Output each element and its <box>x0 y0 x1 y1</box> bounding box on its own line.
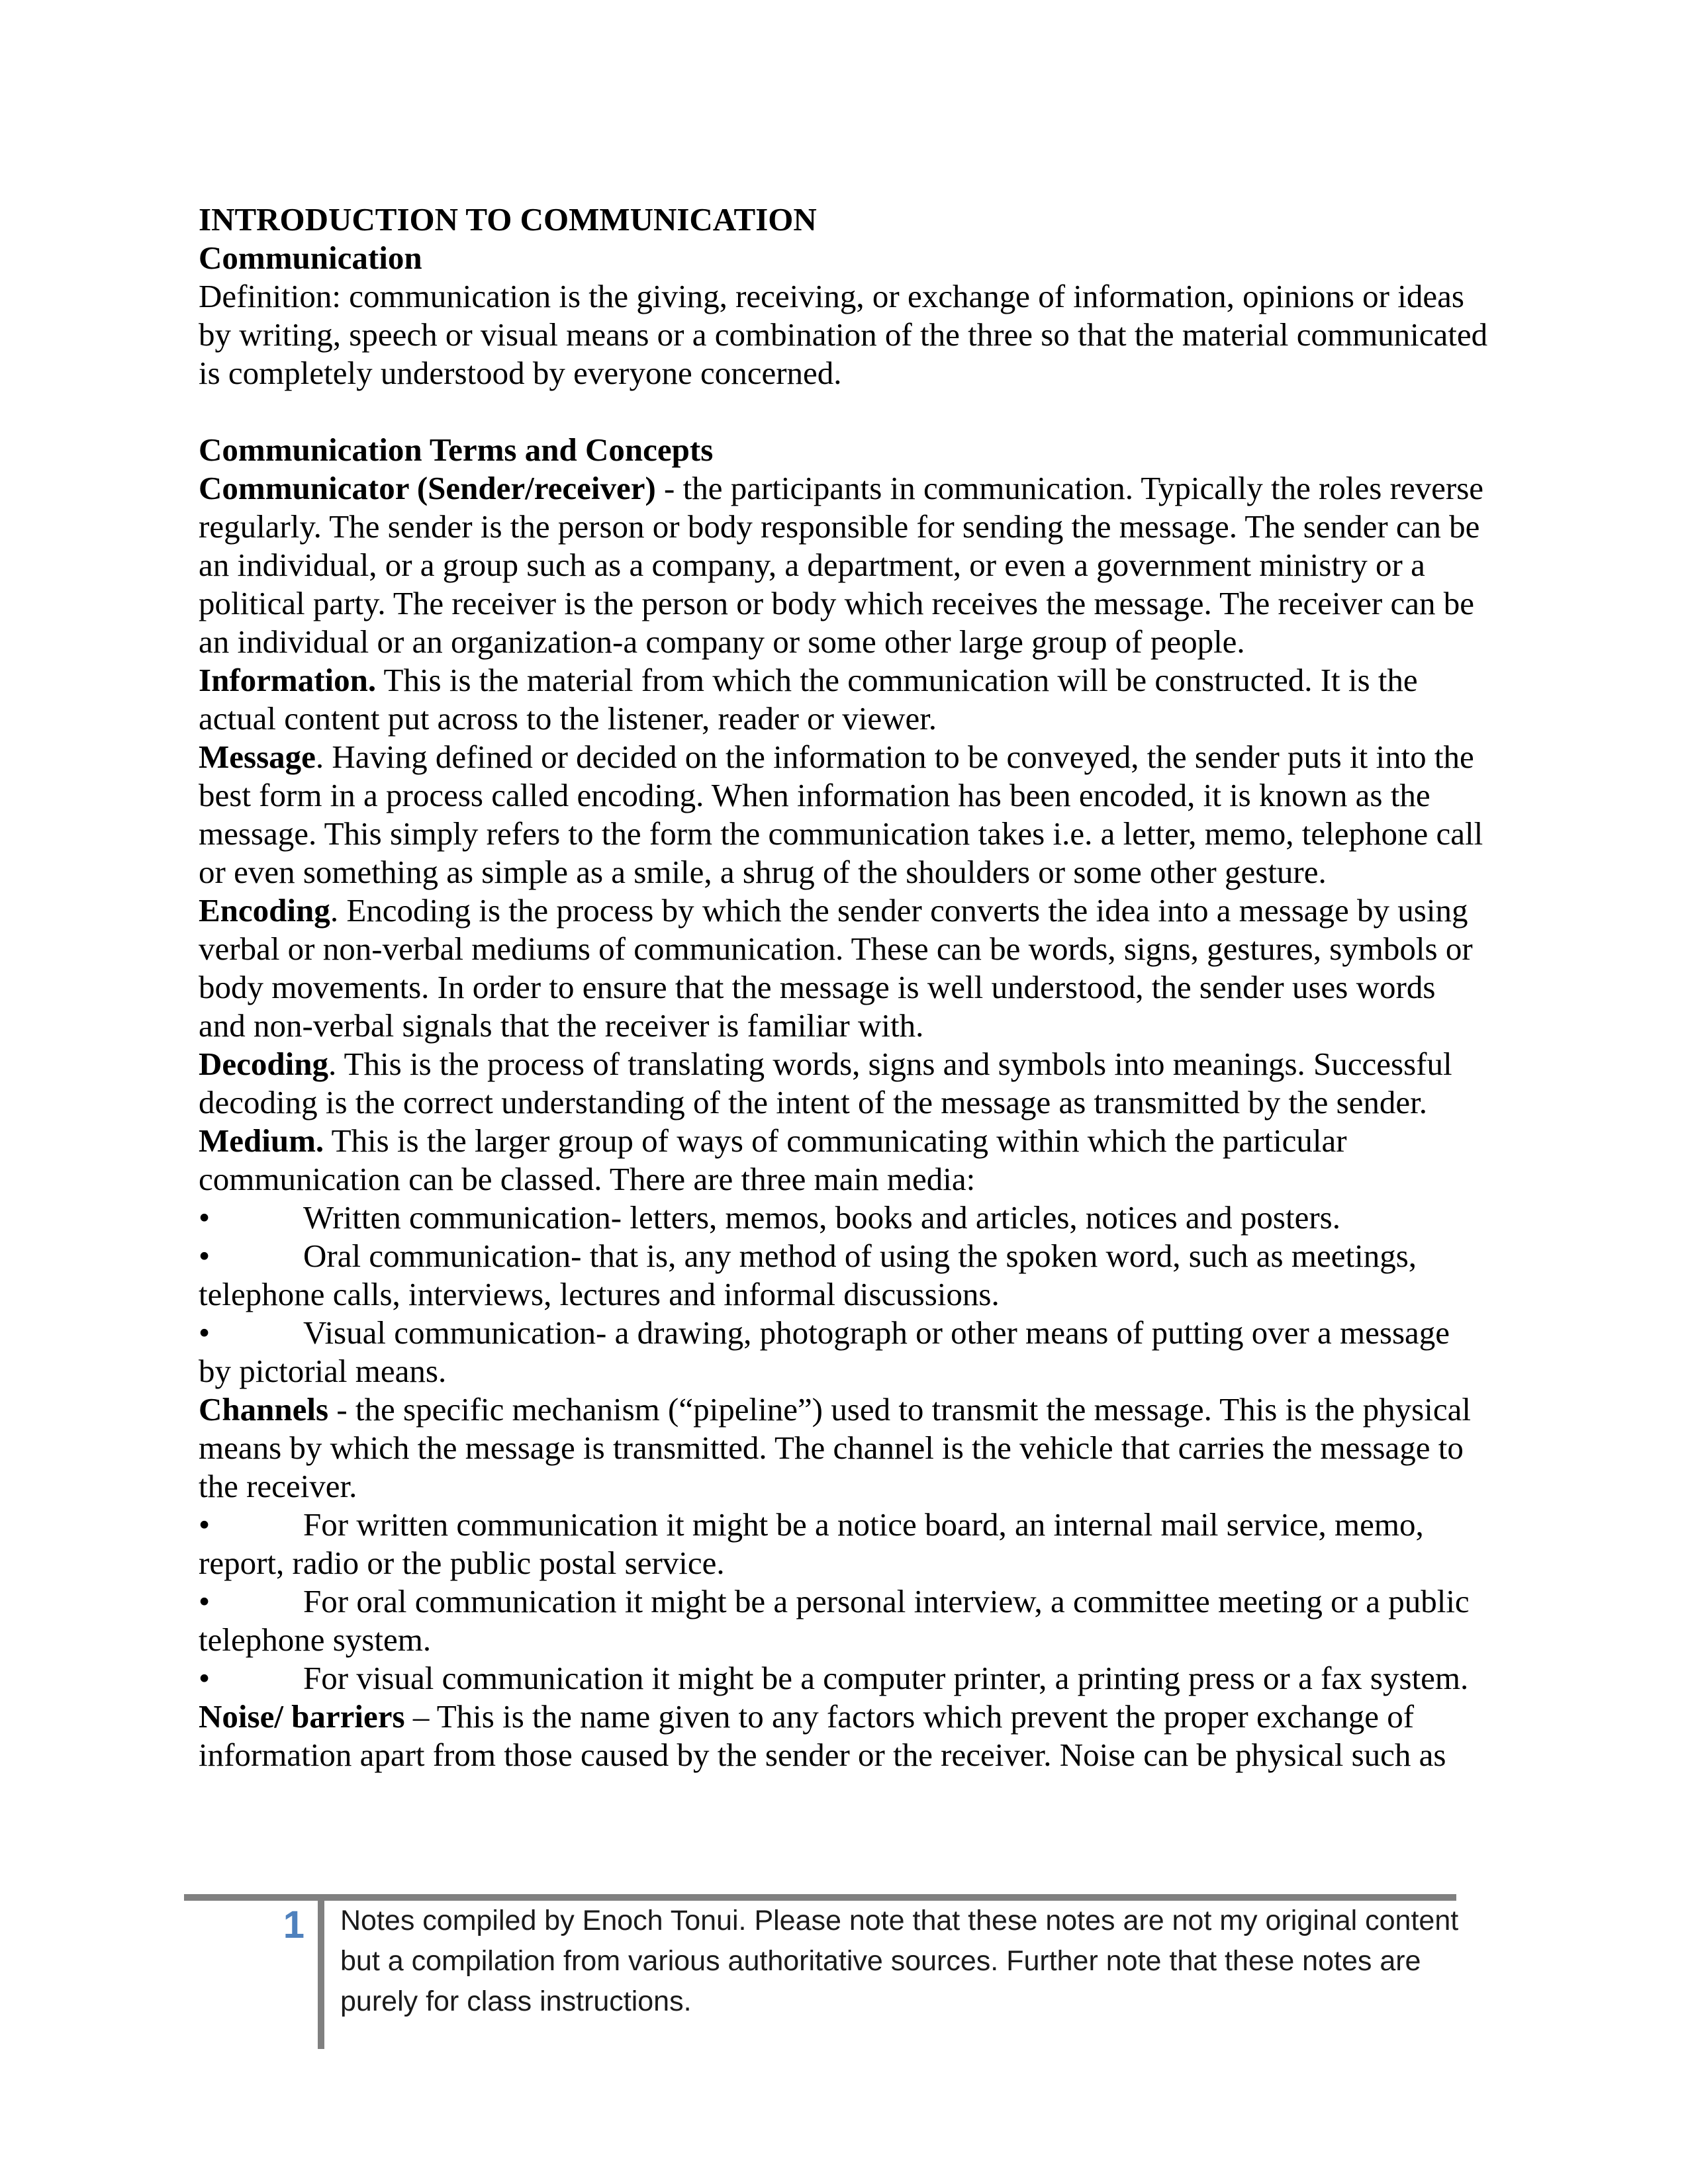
term-decoding-text: This is the process of translating words, signs and symbols into meanings. Successful decoding is the correct understanding of the intent of the message as transmitted by the sender. <box>199 1046 1452 1120</box>
term-information <box>199 661 1489 738</box>
term-encoding-text: Encoding is the process by which the sender converts the idea into a message by using verbal or non-verbal mediums of communication. These can be words, signs, gestures, symbols or body movements. In order to ensure that the message is well understood, the sender uses words and non-verbal signals that the receiver is familiar with. <box>199 892 1473 1044</box>
term-message-lead: Message <box>199 739 316 775</box>
term-message-sep: . <box>315 739 332 775</box>
bullet-icon: • <box>199 1238 211 1274</box>
doc-title-text: INTRODUCTION TO COMMUNICATION <box>199 201 817 238</box>
term-medium-text: This is the larger group of ways of communicating within which the particular communication can be classed. There are three main media: <box>199 1122 1347 1197</box>
term-communicator-lead: Communicator (Sender/receiver) <box>199 470 656 506</box>
channel-bullet-visual <box>199 1659 1489 1698</box>
term-encoding-lead: Encoding <box>199 892 330 929</box>
term-information-text: This is the material from which the communication will be constructed. It is the actual content put across to the listener, reader or viewer. <box>199 662 1418 737</box>
term-noise-lead: Noise/ barriers <box>199 1698 405 1735</box>
term-decoding <box>199 1045 1489 1122</box>
intro-paragraph <box>199 277 1489 392</box>
bullet-icon: • <box>199 1314 211 1351</box>
term-medium-sep <box>324 1122 331 1159</box>
term-noise-text: This is the name given to any factors which prevent the proper exchange of information apart from those caused by the sender or the receiver. Noise can be physical such as <box>199 1698 1446 1773</box>
term-message-text: Having defined or decided on the information to be conveyed, the sender puts it into the best form in a process called encoding. When information has been encoded, it is known as the message. This simply refers to the form the communication takes i.e. a letter, memo, telephone call or even something as simple as a smile, a shrug of the shoulders or some other gesture. <box>199 739 1483 890</box>
intro-paragraph-text: Definition: communication is the giving, receiving, or exchange of information, opinions or ideas by writing, speech or visual means or a combination of the three so that the material communicated is completely understood by everyone concerned. <box>199 278 1488 391</box>
term-encoding <box>199 891 1489 1045</box>
doc-title <box>199 201 1489 239</box>
term-channels-lead: Channels <box>199 1391 329 1428</box>
blank-line <box>199 392 1489 431</box>
term-channels <box>199 1390 1489 1506</box>
term-message <box>199 738 1489 891</box>
terms-heading-text: Communication Terms and Concepts <box>199 432 714 468</box>
media-bullet-visual <box>199 1314 1489 1390</box>
bullet-icon: • <box>199 1199 211 1236</box>
media-bullet-visual-text: Visual communication- a drawing, photograph or other means of putting over a message by pictorial means. <box>199 1314 1450 1389</box>
term-channels-sep: - <box>328 1391 355 1428</box>
term-medium-lead: Medium. <box>199 1122 324 1159</box>
term-channels-text: the specific mechanism (“pipeline”) used to transmit the message. This is the physical means by which the message is transmitted. The channel is the vehicle that carries the message to the receiver. <box>199 1391 1471 1504</box>
term-information-lead: Information. <box>199 662 377 698</box>
media-bullet-oral-text: Oral communication- that is, any method of using the spoken word, such as meetings, telephone calls, interviews, lectures and informal discussions. <box>199 1238 1417 1312</box>
term-decoding-sep: . <box>328 1046 344 1082</box>
media-bullet-written <box>199 1199 1489 1237</box>
channel-bullet-written-text: For written communication it might be a notice board, an internal mail service, memo, report, radio or the public postal service. <box>199 1506 1424 1581</box>
term-encoding-sep: . <box>330 892 347 929</box>
bullet-icon: • <box>199 1583 211 1619</box>
term-communicator <box>199 469 1489 661</box>
term-noise-sep: – <box>404 1698 437 1735</box>
channel-bullet-oral-text: For oral communication it might be a personal interview, a committee meeting or a public telephone system. <box>199 1583 1470 1658</box>
bullet-icon: • <box>199 1660 211 1696</box>
page-number: 1 <box>283 1903 305 1946</box>
term-decoding-lead: Decoding <box>199 1046 328 1082</box>
intro-heading <box>199 239 1489 277</box>
footer-note: Notes compiled by Enoch Tonui. Please note that these notes are not my original content but a compilation from various authoritative sources. Further note that these notes are purely for class instructions. <box>340 1905 1459 2017</box>
footer-vertical-divider <box>318 1901 324 2049</box>
term-communicator-text: the participants in communication. Typically the roles reverse regularly. The sender is the person or body responsible for sending the message. The sender can be an individual, or a group such as a company, a department, or even a government ministry or a political party. The receiver is the person or body which receives the message. The receiver can be an individual or an organization-a company or some other large group of people. <box>199 470 1484 660</box>
media-bullet-written-text: Written communication- letters, memos, books and articles, notices and posters. <box>303 1199 1340 1236</box>
channel-bullet-visual-text: For visual communication it might be a computer printer, a printing press or a fax system. <box>303 1660 1469 1696</box>
term-medium <box>199 1122 1489 1199</box>
term-information-sep <box>376 662 383 698</box>
media-bullet-oral <box>199 1237 1489 1314</box>
terms-heading <box>199 431 1489 469</box>
footer-horizontal-rule <box>184 1894 1456 1901</box>
term-noise <box>199 1698 1489 1774</box>
document-content <box>199 201 1489 1774</box>
intro-heading-text: Communication <box>199 240 422 276</box>
term-communicator-sep: - <box>655 470 683 506</box>
channel-bullet-written <box>199 1506 1489 1582</box>
channel-bullet-oral <box>199 1582 1489 1659</box>
bullet-icon: • <box>199 1506 211 1543</box>
